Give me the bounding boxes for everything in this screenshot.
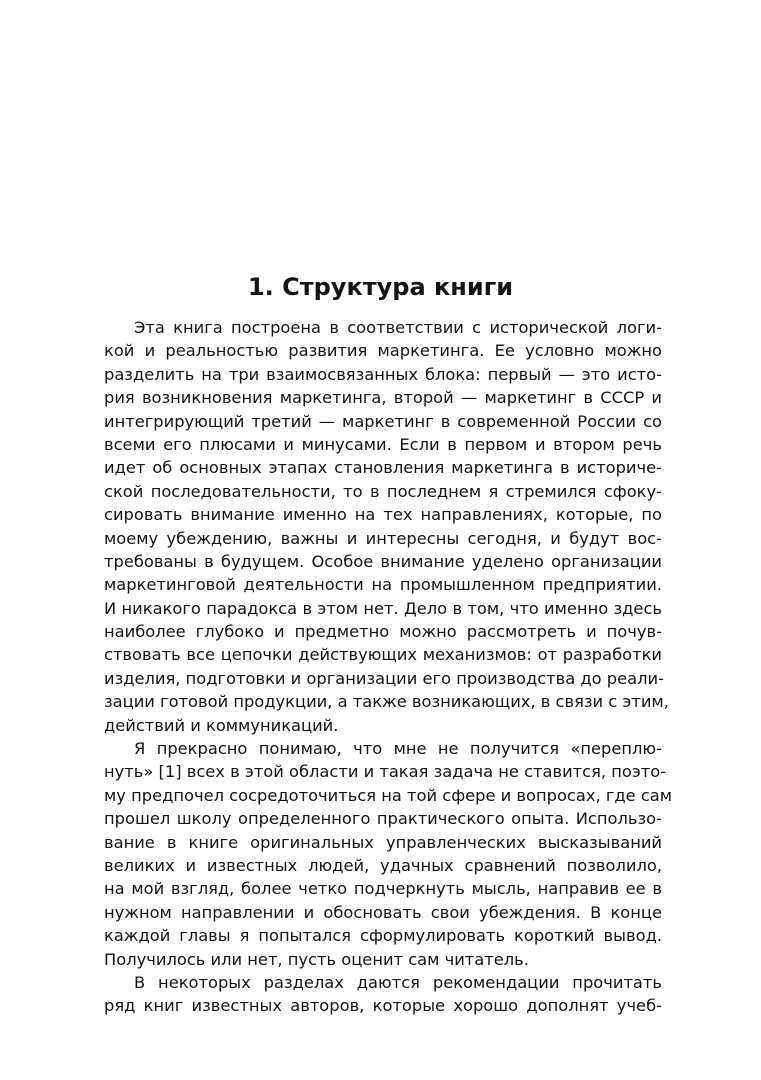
text-line: нужном направлении и обосновать свои убеждения. В конце <box>104 902 662 922</box>
text-line: нуть» [1] всех в этой области и такая задача не ставится, поэто- <box>104 762 667 782</box>
chapter-title: 1. Структура книги <box>247 273 514 301</box>
text-line: идет об основных этапах становления маркетинга в историче- <box>104 458 662 478</box>
paragraph-1 <box>104 316 669 737</box>
text-line: интегрирующий третий — маркетинг в современной России со <box>104 411 662 431</box>
text-line: И никакого парадокса в этом нет. Дело в том, что именно здесь <box>104 598 662 618</box>
text-line: ряд книг известных авторов, которые хорошо дополнят учеб- <box>104 996 662 1016</box>
text-line: действий и коммуникаций. <box>104 715 339 735</box>
paragraph-2 <box>104 737 673 971</box>
text-line: рия возникновения маркетинга, второй — маркетинг в СССР и <box>104 388 662 408</box>
text-line: прошел школу определенного практического опыта. Использо- <box>104 809 662 829</box>
text-line: Эта книга построена в соответствии с исторической логи- <box>134 318 662 337</box>
paragraph-3 <box>104 971 662 1018</box>
text-line: наиболее глубоко и предметно можно рассмотреть и почув- <box>104 622 662 642</box>
text-line: моему убеждению, важны и интересны сегодня, и будут вос- <box>104 528 662 548</box>
text-line: сировать внимание именно на тех направлениях, которые, по <box>104 505 662 525</box>
text-line: му предпочел сосредоточиться на той сфере и вопросах, где сам <box>104 785 673 805</box>
text-line: кой и реальностью развития маркетинга. Ее условно можно <box>104 341 662 361</box>
text-line: всеми его плюсами и минусами. Если в первом и втором речь <box>104 434 662 454</box>
text-line: ской последовательности, то в последнем я стремился сфоку- <box>104 481 662 501</box>
text-line: ствовать все цепочки действующих механизмов: от разработки <box>104 645 662 665</box>
text-line: В некоторых разделах даются рекомендации прочитать <box>134 972 662 992</box>
text-line: требованы в будущем. Особое внимание уделено организации <box>104 551 662 571</box>
text-line: маркетинговой деятельности на промышленном предприятии. <box>104 575 662 595</box>
body-text <box>104 316 673 1018</box>
text-line: великих и известных людей, удачных сравнений позволило, <box>104 855 662 875</box>
text-line: Получилось или нет, пусть оценит сам читатель. <box>104 949 529 969</box>
text-line: Я прекрасно понимаю, что мне не получится «переплю- <box>134 739 662 759</box>
text-line: зации готовой продукции, а также возникающих, в связи с этим, <box>104 692 669 712</box>
text-line: каждой главы я попытался сформулировать короткий вывод. <box>104 926 662 946</box>
text-line: разделить на три взаимосвязанных блока: первый — это исто- <box>104 364 662 384</box>
text-line: на мой взгляд, более четко подчеркнуть мысль, направив ее в <box>104 879 662 899</box>
text-line: изделия, подготовки и организации его производства до реали- <box>104 668 664 688</box>
text-line: вание в книге оригинальных управленческих высказываний <box>104 832 662 852</box>
